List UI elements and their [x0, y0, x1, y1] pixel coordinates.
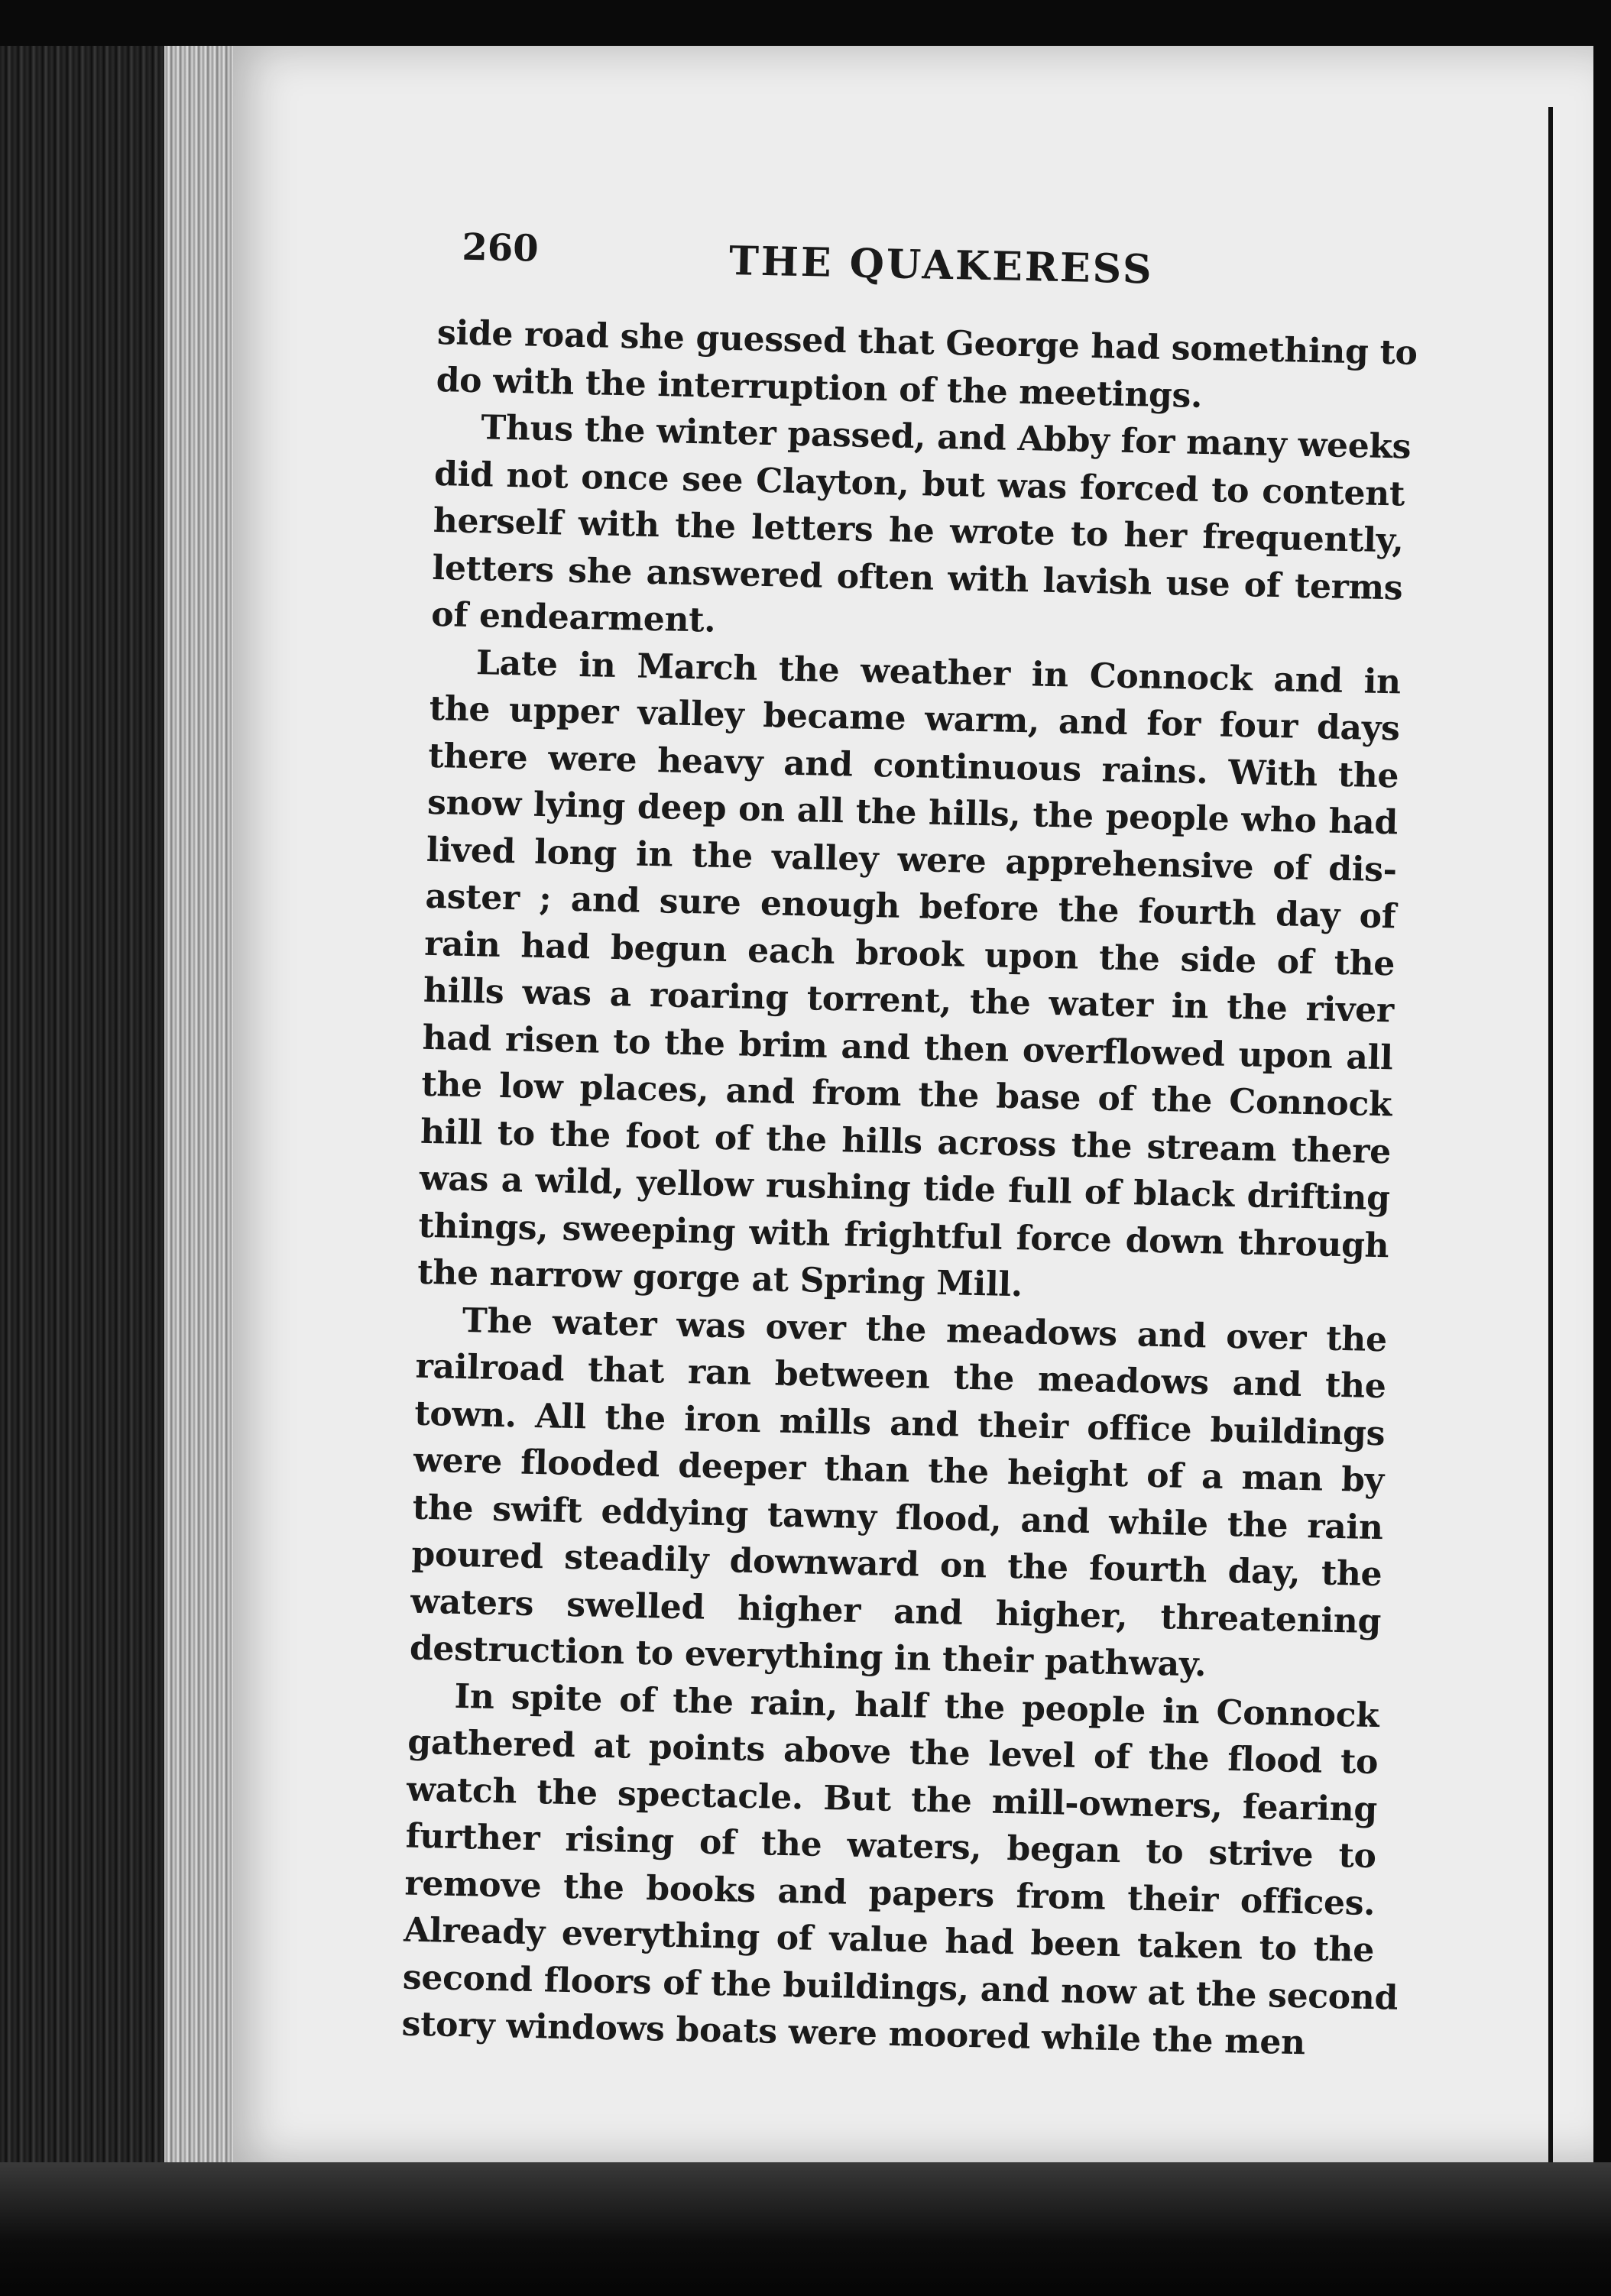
text-line: letters she answered often with lavish use of terms	[432, 548, 1403, 607]
text-line: further rising of the waters, began to strive to	[405, 1816, 1377, 1877]
paragraph	[409, 1296, 1387, 1692]
text-line: of endearment.	[430, 594, 716, 640]
text-line: the narrow gorge at Spring Mill.	[417, 1252, 1023, 1305]
text-line: waters swelled higher and higher, threatening	[410, 1582, 1382, 1641]
text-line: rain had begun each brook upon the side of the	[423, 924, 1395, 983]
text-line: hills was a roaring torrent, the water in the river	[423, 970, 1395, 1031]
paragraph	[430, 403, 1412, 659]
text-line: had risen to the brim and then overflowed upon all	[422, 1018, 1393, 1077]
text-line: story windows boats were moored while the men	[401, 2004, 1306, 2063]
paragraph	[417, 638, 1402, 1316]
text-line: the swift eddying tawny flood, and while the rain	[412, 1488, 1384, 1547]
text-line: town. All the iron mills and their office buildings	[413, 1394, 1386, 1453]
page-right-border	[1548, 107, 1553, 2208]
text-line: were flooded deeper than the height of a man by	[413, 1440, 1385, 1501]
text-line: there were heavy and continuous rains. With the	[427, 736, 1399, 795]
text-line: aster ; and sure enough before the fourth day of	[425, 876, 1396, 937]
text-line: was a wild, yellow rushing tide full of black drifting	[419, 1158, 1391, 1219]
body-text	[401, 309, 1418, 2068]
text-line: things, sweeping with frightful force down through	[418, 1206, 1389, 1265]
text-line: gathered at points above the level of the flood to	[407, 1722, 1379, 1783]
text-line: destruction to everything in their pathway.	[409, 1628, 1207, 1685]
page-stack-edge	[164, 46, 233, 2239]
text-line: snow lying deep on all the hills, the people who had	[426, 782, 1399, 843]
text-line: railroad that ran between the meadows and the	[415, 1346, 1386, 1407]
text-line: lived long in the valley were apprehensive of dis-	[426, 830, 1398, 889]
text-line: second floors of the buildings, and now at the second	[402, 1958, 1399, 2018]
text-line: the upper valley became warm, and for four days	[429, 688, 1401, 749]
text-line: did not once see Clayton, but was forced to content	[433, 454, 1405, 514]
running-title: THE QUAKERESS	[728, 237, 1155, 293]
text-line: In spite of the rain, half the people in Connock	[454, 1676, 1379, 1735]
page-number: 260	[461, 225, 540, 270]
bottom-shadow	[0, 2162, 1611, 2296]
text-line: Already everything of value had been taken to the	[403, 1910, 1375, 1971]
text-line: herself with the letters he wrote to her frequently,	[433, 500, 1405, 561]
text-line: Thus the winter passed, and Abby for many weeks	[480, 408, 1412, 467]
text-line: The water was over the meadows and over the	[462, 1300, 1388, 1359]
text-line: watch the spectacle. But the mill-owners, fearing	[406, 1770, 1378, 1829]
text-line: side road she guessed that George had something to	[436, 313, 1418, 373]
text-line: poured steadily downward on the fourth day, the	[411, 1534, 1382, 1595]
text-line: Late in March the weather in Connock and in	[475, 643, 1402, 701]
text-line: hill to the foot of the hills across the stream there	[420, 1112, 1392, 1171]
paragraph	[401, 1672, 1399, 2068]
text-line: the low places, and from the base of the Connock	[420, 1064, 1392, 1125]
text-line: remove the books and papers from their offices.	[404, 1864, 1376, 1923]
page-text-block	[401, 225, 1418, 2068]
text-line: do with the interruption of the meetings.	[436, 360, 1203, 416]
